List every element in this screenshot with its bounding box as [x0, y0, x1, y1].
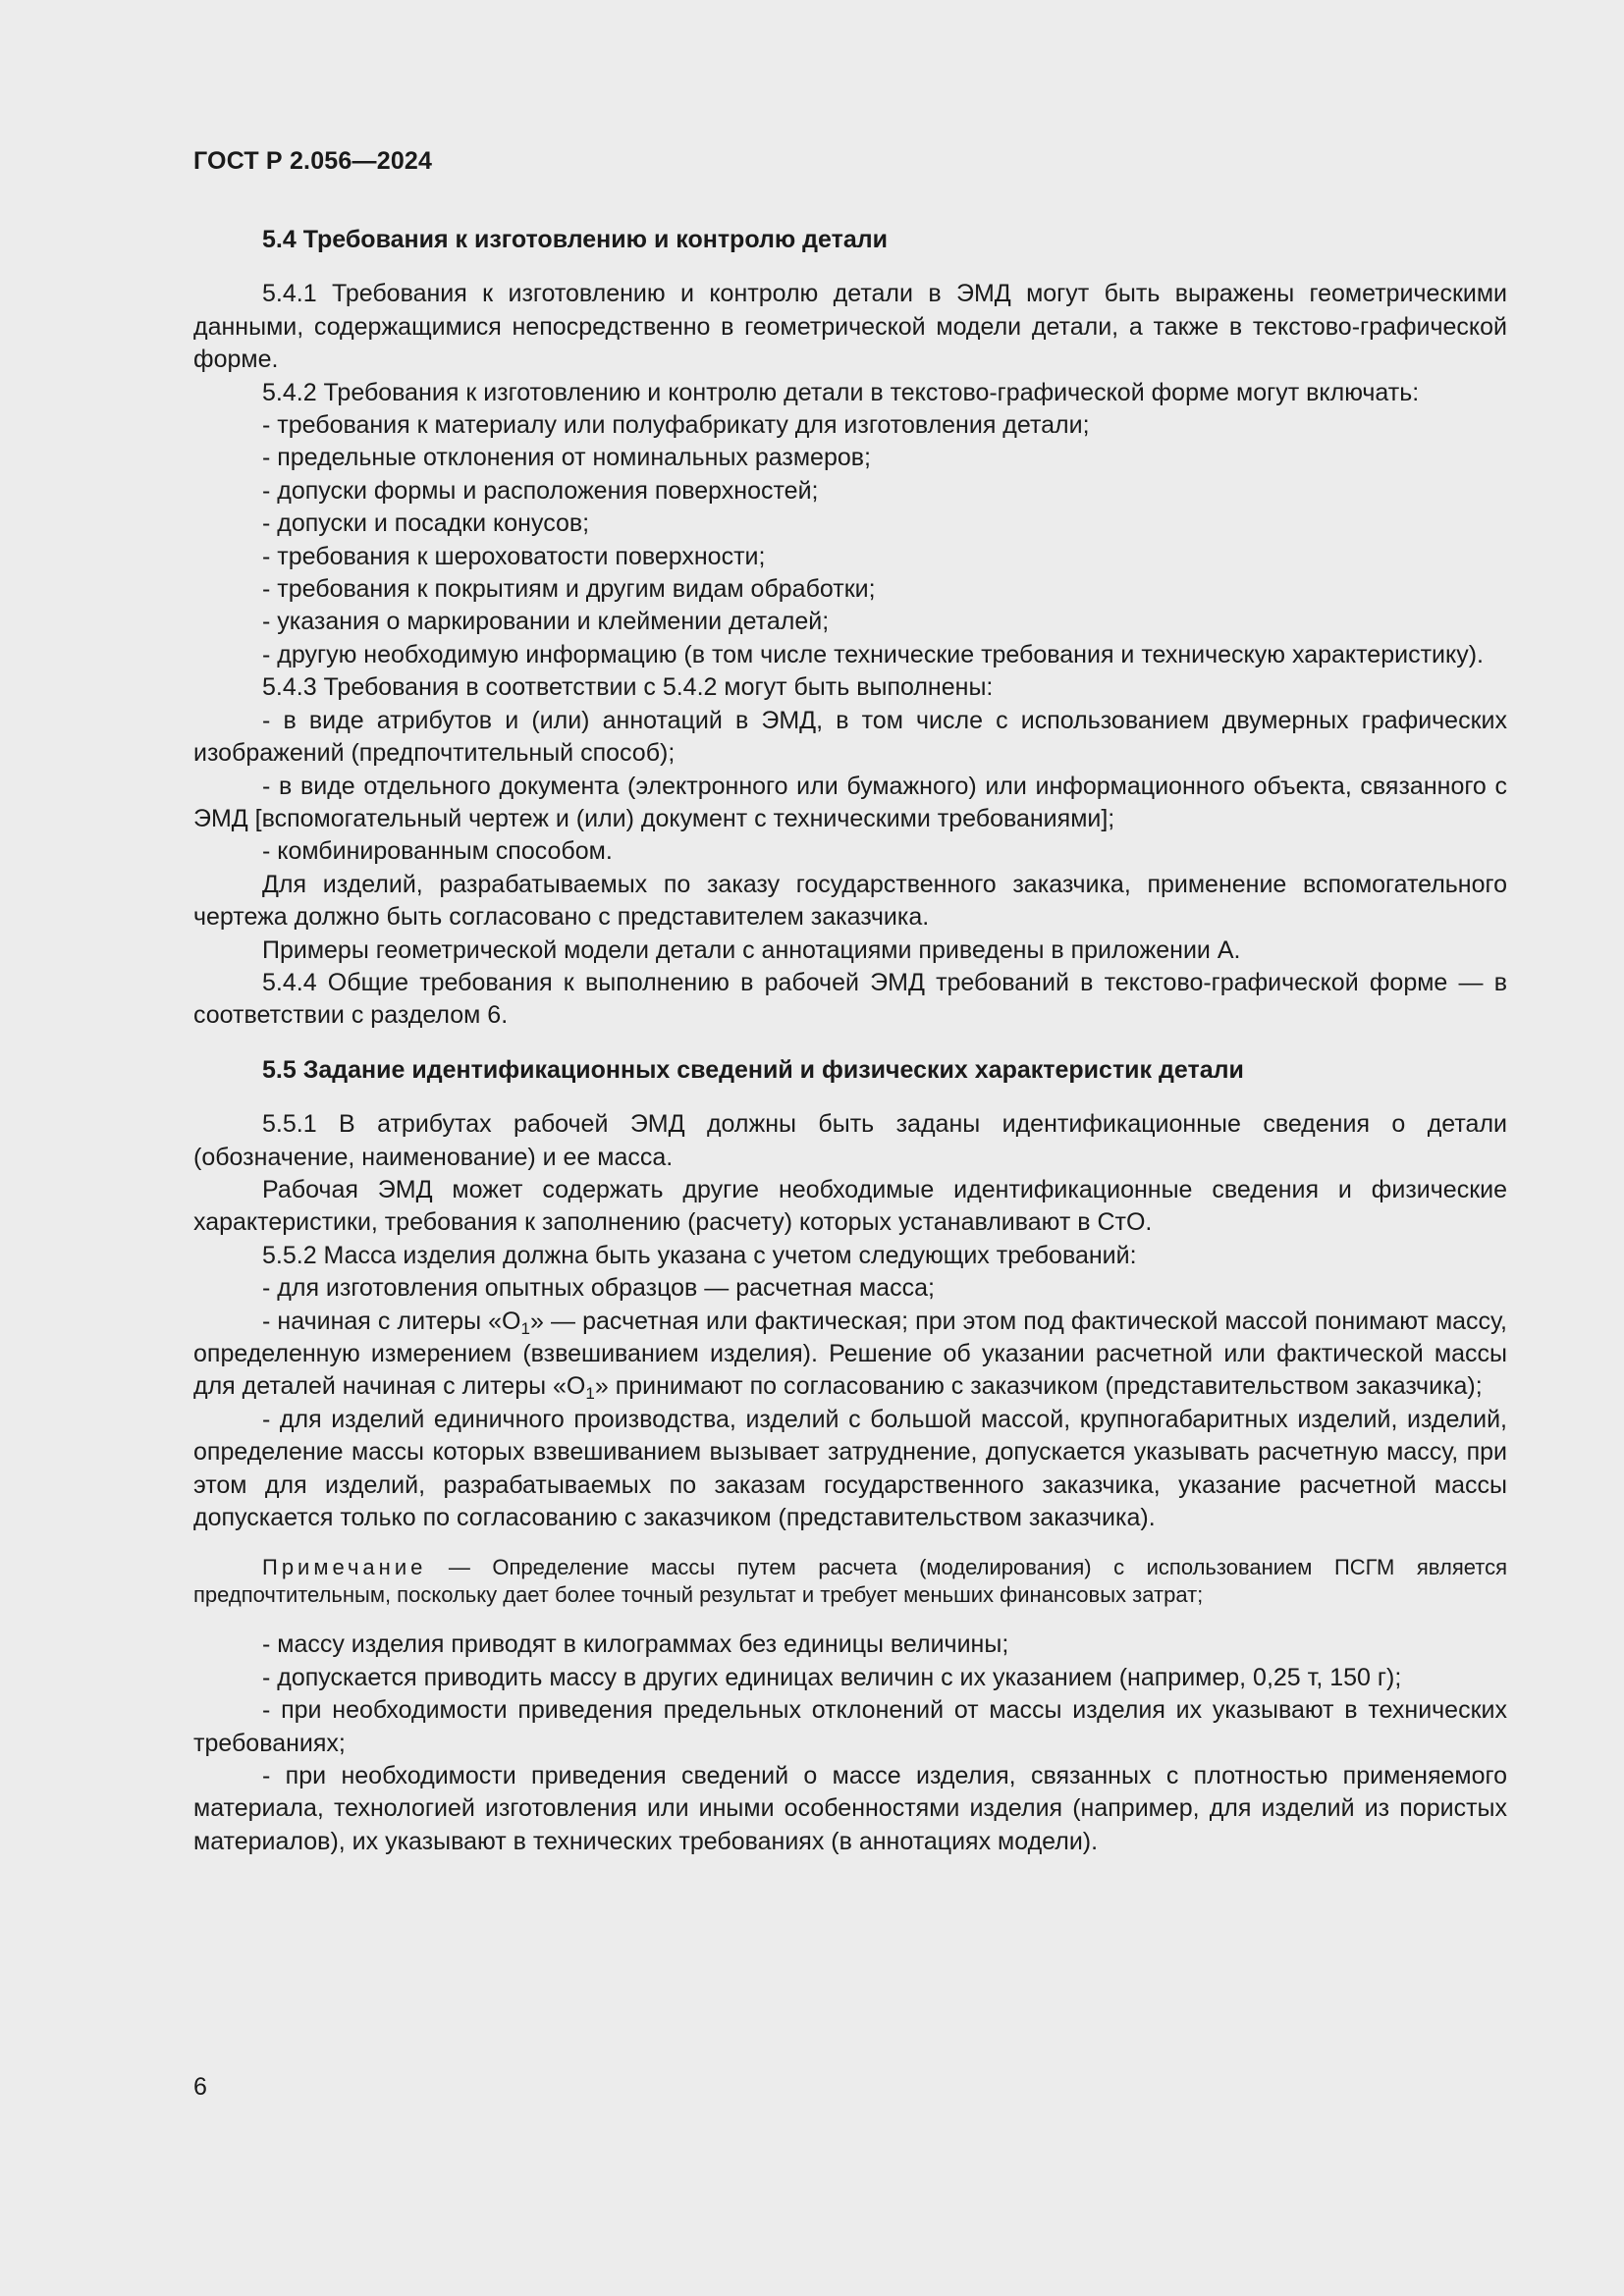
note-text: — Определение массы путем расчета (моделирования) с использованием ПСГМ является предпочтительным, поскольку дает более точный результат и требует меньших финансовых затрат; [193, 1555, 1507, 1608]
text-fragment: » — расчетная или фактическая; при этом под фактической массой понимают массу, определенную измерением (взвешиванием изделия). Решение об указании расчетной или фактической массы для деталей начиная с литеры «О [193, 1307, 1507, 1401]
paragraph-emd-content: Рабочая ЭМД может содержать другие необходимые идентификационные сведения и физические характеристики, требования к заполнению (расчету) которых устанавливают в СтО. [193, 1175, 1507, 1237]
clause-5-5-2: 5.5.2 Масса изделия должна быть указана с учетом следующих требований: [262, 1241, 1137, 1269]
list-item: - допуски и посадки конусов; [262, 509, 590, 538]
list-item: - в виде отдельного документа (электронного или бумажного) или информационного объекта, связанного с ЭМД [вспомогательный чертеж и (или) документ с техническими требованиями]; [193, 772, 1507, 832]
page-number: 6 [193, 2073, 207, 2101]
clause-5-5-1: 5.5.1 В атрибутах рабочей ЭМД должны быть заданы идентификационные сведения о детали (обозначение, наименование) и ее масса. [193, 1110, 1507, 1171]
list-item: - для изделий единичного производства, изделий с большой массой, крупногабаритных изделий, изделий, определение массы которых взвешиванием вызывает затруднение, допускается указывать расчетную массу, при этом для изделий, разрабатываемых по заказам государственного заказчика, указание расчетной массы допускается только по согласованию с заказчиком (представительством заказчика). [193, 1405, 1507, 1532]
list-item: - предельные отклонения от номинальных размеров; [262, 444, 871, 472]
list-item: - допуски формы и расположения поверхностей; [262, 476, 819, 505]
clause-5-4-3: 5.4.3 Требования в соответствии с 5.4.2 могут быть выполнены: [262, 673, 994, 702]
list-item: - требования к покрытиям и другим видам обработки; [262, 575, 876, 604]
list-item: - допускается приводить массу в других единицах величин с их указанием (например, 0,25 т, 150 г); [262, 1663, 1402, 1691]
text-fragment: » принимают по согласованию с заказчиком (представительством заказчика); [594, 1372, 1483, 1401]
list-item-letter-o1 [193, 1306, 1507, 1404]
paragraph-state-customer: Для изделий, разрабатываемых по заказу государственного заказчика, применение вспомогательного чертежа должно быть согласовано с представителем заказчика. [193, 870, 1507, 932]
clause-5-4-2: 5.4.2 Требования к изготовлению и контролю детали в текстово-графической форме могут включать: [262, 378, 1420, 406]
page-content [193, 224, 1507, 1858]
clause-5-4-4: 5.4.4 Общие требования к выполнению в рабочей ЭМД требований в текстово-графической форме — в соответствии с разделом 6. [193, 968, 1507, 1030]
list-item: - при необходимости приведения предельных отклонений от массы изделия их указывают в технических требованиях; [193, 1696, 1507, 1757]
list-item: - комбинированным способом. [262, 837, 613, 866]
text-fragment: - начиная с литеры «О [262, 1307, 521, 1335]
list-item: - массу изделия приводят в килограммах без единицы величины; [262, 1630, 1009, 1659]
document-header: ГОСТ Р 2.056—2024 [193, 147, 433, 175]
subscript: 1 [585, 1384, 595, 1404]
section-heading-5-4: 5.4 Требования к изготовлению и контролю детали [262, 226, 888, 253]
subscript: 1 [520, 1318, 530, 1338]
list-item: - указания о маркировании и клеймении деталей; [262, 608, 830, 636]
section-heading-5-5: 5.5 Задание идентификационных сведений и физических характеристик детали [262, 1055, 1244, 1084]
list-item: - для изготовления опытных образцов — расчетная масса; [262, 1274, 935, 1303]
list-item: - при необходимости приведения сведений о массе изделия, связанных с плотностью применяемого материала, технологией изготовления или иными особенностями изделия (например, для изделий из пористых материалов), их указывают в технических требованиях (в аннотациях модели). [193, 1762, 1507, 1855]
note-label: Примечание [262, 1555, 427, 1580]
list-item: - требования к шероховатости поверхности; [262, 542, 766, 570]
list-item: - требования к материалу или полуфабрикату для изготовления детали; [262, 411, 1090, 440]
clause-5-4-1: 5.4.1 Требования к изготовлению и контролю детали в ЭМД могут быть выражены геометрическими данными, содержащимися непосредственно в геометрической модели детали, а также в текстово-графической форме. [193, 280, 1507, 374]
list-item: - в виде атрибутов и (или) аннотаций в ЭМД, в том числе с использованием двумерных графических изображений (предпочтительный способ); [193, 706, 1507, 768]
paragraph-examples: Примеры геометрической модели детали с аннотациями приведены в приложении А. [262, 935, 1241, 964]
note [193, 1554, 1507, 1609]
list-item: - другую необходимую информацию (в том числе технические требования и техническую характеристику). [262, 640, 1484, 668]
